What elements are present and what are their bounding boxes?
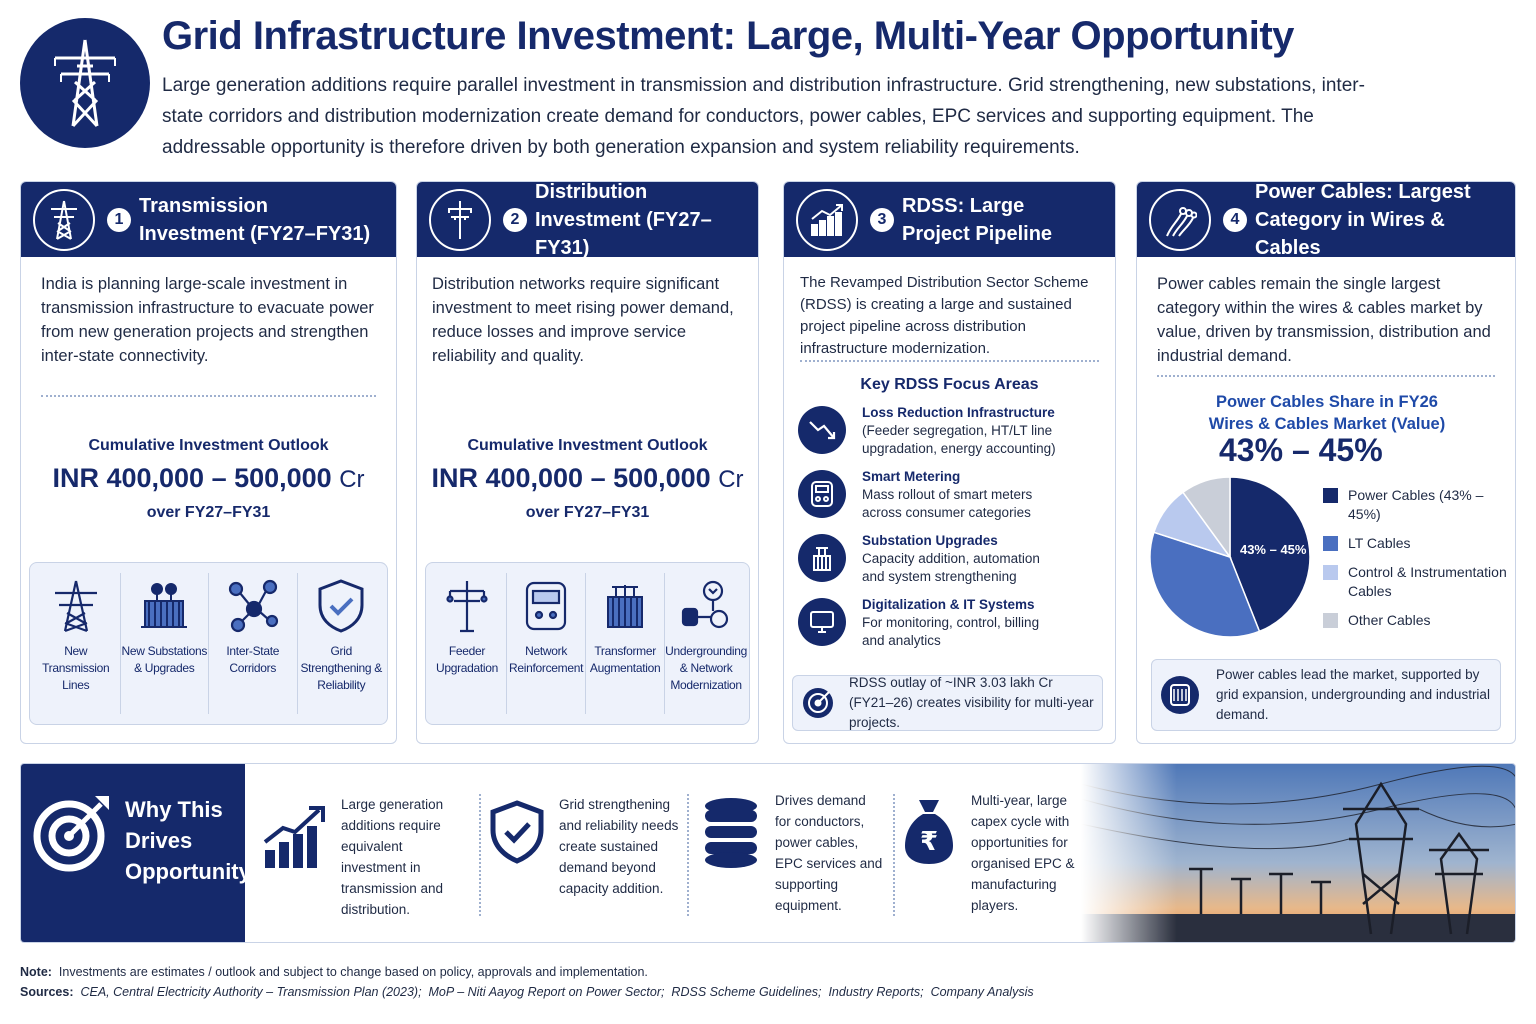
distribution-card [416, 181, 759, 744]
why-heading: Why This Drives Opportunity [125, 797, 251, 884]
cable-reel-icon [677, 577, 735, 635]
card-title: RDSS: Large Project Pipeline [902, 194, 1053, 245]
tile-network [507, 573, 586, 714]
focus-item-title: Loss Reduction Infrastructure [862, 405, 1055, 420]
footer-sources [20, 982, 1034, 1002]
outlook-label: Cumulative Investment Outlook [467, 437, 708, 454]
tiles-panel [425, 562, 750, 725]
tower-icon [33, 189, 95, 251]
pie-legend [1323, 486, 1516, 640]
card-number: 2 [503, 208, 527, 232]
card-header [784, 182, 1115, 257]
card-body: Power cables remain the single largest category within the wires & cables market by value, driven by transmission, distribution and industrial demand. [1157, 275, 1491, 365]
card-title: Distribution Investment (FY27–FY31) [535, 181, 712, 259]
cable-drum-icon [1160, 675, 1200, 715]
target-arrow-icon [33, 792, 113, 872]
focus-item-desc: (Feeder segregation, HT/LT line upgradation, energy accounting) [862, 423, 1056, 456]
divider [687, 794, 689, 916]
focus-item-loss-reduction [784, 404, 1115, 458]
legend-swatch [1323, 488, 1338, 503]
transmission-card [20, 181, 397, 744]
tile-undergrounding [665, 573, 747, 714]
focus-item-substation [784, 532, 1115, 586]
svg-text:₹: ₹ [919, 827, 939, 857]
shield-check-icon [312, 577, 370, 635]
transmission-photo [1081, 764, 1516, 943]
divider [893, 794, 895, 916]
legend-swatch [1323, 613, 1338, 628]
share-title: Power Cables Share in FY26 Wires & Cables Market (Value) [1208, 393, 1446, 433]
legend-label: LT Cables [1348, 535, 1411, 551]
why-item-text: Multi-year, large capex cycle with opportunities for organised EPC & manufacturing players. [971, 793, 1075, 913]
rupee-bag-icon [901, 796, 957, 866]
network-nodes-icon [224, 577, 282, 635]
tile-corridors [209, 573, 298, 714]
outlook-unit: Cr [718, 466, 744, 493]
focus-item-title: Substation Upgrades [862, 533, 998, 548]
tile-label: New Substations & Upgrades [121, 644, 208, 675]
power-cables-card [1136, 181, 1516, 744]
card-number: 1 [107, 208, 131, 232]
outlook-period: over FY27–FY31 [146, 504, 271, 521]
tile-label: Transformer Augmentation [589, 644, 661, 675]
outlook-period: over FY27–FY31 [525, 504, 650, 521]
legend-label: Power Cables (43% – 45%) [1348, 487, 1484, 522]
card-number: 3 [870, 208, 894, 232]
legend-swatch [1323, 565, 1338, 580]
legend-item-lt-cables [1323, 534, 1516, 553]
card-title: Power Cables: Largest Category in Wires & Cables [1255, 181, 1471, 259]
tile-substations [121, 573, 210, 714]
outlook-value [417, 463, 758, 494]
tile-feeder [428, 573, 507, 714]
card-header [21, 182, 396, 257]
card-header [1137, 182, 1515, 257]
focus-item-smart-metering [784, 468, 1115, 522]
why-item-text: Grid strengthening and reliability needs create sustained demand beyond capacity addition. [559, 797, 679, 896]
tile-label: Undergrounding & Network Modernization [665, 644, 748, 692]
focus-item-desc: Capacity addition, automation and system strengthening [862, 551, 1040, 584]
bar-growth-icon [261, 804, 327, 870]
footer [20, 962, 1034, 1002]
trend-down-icon [798, 406, 846, 454]
tile-grid-strengthening [298, 573, 386, 714]
footer-note [20, 962, 1034, 982]
why-item-text: Large generation additions require equivalent investment in transmission and distribution. [341, 797, 444, 917]
legend-label: Other Cables [1348, 612, 1431, 628]
tile-label: Network Reinforcement [509, 644, 584, 675]
outlook-label: Cumulative Investment Outlook [88, 437, 329, 454]
why-item-demand [701, 790, 885, 916]
utility-pole-icon [438, 577, 496, 635]
legend-item-other-cables [1323, 611, 1516, 630]
outlook-value [21, 463, 396, 494]
outlook-amount: INR 400,000 – 500,000 [431, 463, 711, 493]
focus-item-desc: For monitoring, control, billing and analytics [862, 615, 1040, 648]
why-item-capex [901, 790, 1081, 916]
rdss-note [792, 675, 1103, 731]
note-text: Investments are estimates / outlook and subject to change based on policy, approvals and implementation. [58, 965, 648, 979]
why-band [20, 763, 1516, 943]
cable-drum-icon [701, 796, 761, 870]
sources-label: Sources: [20, 985, 74, 999]
card-header [417, 182, 758, 257]
why-item-reliability [489, 794, 684, 899]
cable-bundle-icon [1149, 189, 1211, 251]
card-number: 4 [1223, 208, 1247, 232]
card-body: Distribution networks require significant investment to meet rising power demand, reduce losses and improve service reliability and quality. [432, 275, 734, 365]
cables-note [1151, 659, 1501, 731]
card-body: The Revamped Distribution Sector Scheme (RDSS) is creating a large and sustained project pipeline across distribution infrastructure modernization. [800, 274, 1089, 357]
legend-item-control-cables [1323, 563, 1516, 601]
focus-item-title: Digitalization & IT Systems [862, 597, 1035, 612]
why-item-generation [261, 794, 471, 920]
page-title: Grid Infrastructure Investment: Large, Multi-Year Opportunity [162, 14, 1294, 58]
share-value: 43% – 45% [1219, 432, 1383, 468]
tile-transmission-lines [32, 573, 121, 714]
rdss-card [783, 181, 1116, 744]
tile-transformer [586, 573, 665, 714]
legend-item-power-cables [1323, 486, 1516, 524]
divider [1157, 375, 1495, 377]
substation-icon [798, 534, 846, 582]
outlook-unit: Cr [339, 466, 365, 493]
pie-chart [1145, 472, 1315, 642]
focus-title: Key RDSS Focus Areas [860, 376, 1039, 393]
header-logo [20, 18, 150, 148]
divider [41, 395, 376, 397]
note-label: Note: [20, 965, 52, 979]
smart-meter-icon [798, 470, 846, 518]
cables-note-text: Power cables lead the market, supported by grid expansion, undergrounding and industrial demand. [1216, 667, 1490, 722]
focus-item-desc: Mass rollout of smart meters across consumer categories [862, 487, 1033, 520]
divider [800, 360, 1099, 362]
transformer-icon [596, 577, 654, 635]
transmission-tower-icon [45, 36, 125, 131]
tile-label: Grid Strengthening & Reliability [300, 644, 383, 692]
utility-pole-icon [429, 189, 491, 251]
card-body: India is planning large-scale investment in transmission infrastructure to evacuate power from new generation projects and strengthen inter-state connectivity. [41, 275, 374, 365]
sources-text: CEA, Central Electricity Authority – Transmission Plan (2023); MoP – Niti Aayog Report on Power Sector; RDSS Scheme Guidelines; Industry Reports; Company Analysis [80, 985, 1034, 999]
tile-label: Inter-State Corridors [226, 644, 280, 675]
legend-swatch [1323, 536, 1338, 551]
monitor-icon [798, 598, 846, 646]
card-title: Transmission Investment (FY27–FY31) [139, 194, 371, 245]
pie-slice-label: 43% – 45% [1239, 541, 1307, 557]
page-subtitle: Large generation additions require parallel investment in transmission and distribution infrastructure. Grid strengthening, new substations, inter-state corridors and distribution modernization create demand for conductors, power cables, EPC services and supporting equipment. The addressable opportunity is therefore driven by both generation expansion and system reliability requirements. [162, 75, 1365, 158]
shield-check-icon [489, 800, 545, 864]
growth-chart-icon [796, 189, 858, 251]
target-icon [801, 686, 835, 720]
tower-icon [47, 577, 105, 635]
outlook-amount: INR 400,000 – 500,000 [52, 463, 332, 493]
substation-icon [135, 577, 193, 635]
focus-item-title: Smart Metering [862, 469, 961, 484]
meter-icon [517, 577, 575, 635]
divider [479, 794, 481, 916]
legend-label: Control & Instrumentation Cables [1348, 564, 1507, 599]
tile-label: Feeder Upgradation [435, 644, 499, 675]
tile-label: New Transmission Lines [42, 644, 110, 692]
focus-item-digitalization [784, 596, 1115, 650]
why-panel [21, 764, 251, 943]
why-item-text: Drives demand for conductors, power cables, EPC services and supporting equipment. [775, 793, 883, 913]
rdss-note-text: RDSS outlay of ~INR 3.03 lakh Cr (FY21–26) creates visibility for multi-year projects. [849, 675, 1094, 730]
tiles-panel [29, 562, 388, 725]
